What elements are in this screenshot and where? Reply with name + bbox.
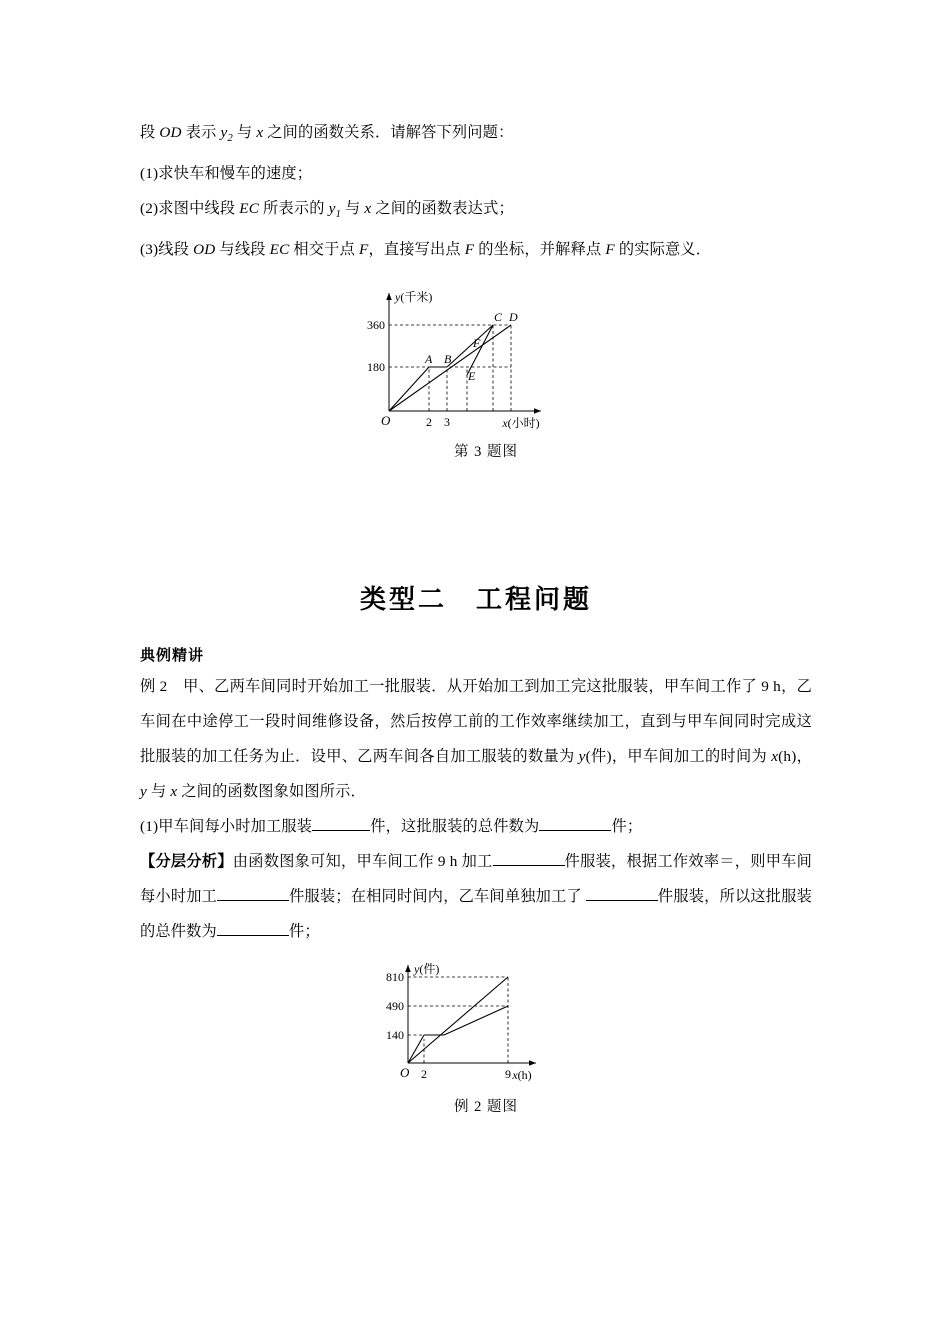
question-item-3: (3)线段 OD 与线段 EC 相交于点 F，直接写出点 F 的坐标，并解释点 F 的实际意义．: [140, 241, 712, 259]
example-2-paragraph: 例 2 甲、乙两车间同时开始加工一批服装．从开始加工到加工完这批服装，甲车间工作了 9 h，乙车间在中途停工一段时间维修设备，然后按停工前的工作效率继续加工，直到与甲车间同时完成这批服装的加工任务为止．设甲、乙两车间各自加工服装的数量为 y(件)，甲车间加工的时间为 x(h)，y 与 x 之间的函数图象如图所示．: [140, 678, 812, 801]
figure-1-svg: [361, 279, 611, 429]
fig1-point-C: C: [494, 310, 503, 325]
fig1-origin-label: O: [381, 413, 391, 429]
fig2-ytick-140: 140: [386, 1028, 404, 1043]
fig2-xtick-9: 9: [505, 1067, 511, 1082]
fig2-ytick-810: 810: [386, 970, 404, 985]
fig1-point-A: A: [425, 352, 433, 367]
fig1-point-D: D: [509, 310, 518, 325]
figure-2-caption: 例 2 题图: [454, 1099, 518, 1116]
question-item-2: (2)求图中线段 EC 所表示的 $y_1$ 与 x 之间的函数表达式；: [140, 200, 514, 221]
fig1-point-B: B: [444, 352, 452, 367]
fig1-xtick-3: 3: [444, 415, 450, 430]
answer-blank[interactable]: [312, 817, 370, 831]
answer-blank[interactable]: [586, 887, 658, 901]
fig1-ytick-180: 180: [367, 360, 385, 375]
answer-blank[interactable]: [539, 817, 611, 831]
page-content: [140, 115, 813, 1116]
answer-blank[interactable]: [217, 887, 289, 901]
figure-2-svg: [356, 959, 616, 1084]
figure-1-caption: 第 3 题图: [454, 444, 518, 461]
fig2-origin-label: O: [400, 1065, 410, 1081]
figure-1: [361, 279, 611, 461]
fig1-ytick-360: 360: [367, 318, 385, 333]
fig2-ylabel: y(件): [414, 962, 440, 977]
answer-blank[interactable]: [493, 852, 565, 866]
fig1-point-F: F: [473, 336, 481, 351]
figure-2: [356, 959, 616, 1116]
fig2-xlabel: x(h): [512, 1068, 532, 1083]
fig1-xlabel: x(小时): [502, 416, 540, 430]
example-2-question-1: (1)甲车间每小时加工服装 件，这批服装的总件数为 件；: [140, 818, 643, 836]
subheading-typical-examples: 典例精讲: [140, 647, 205, 665]
question-item-1: (1)求快车和慢车的速度；: [140, 165, 313, 183]
answer-blank[interactable]: [217, 922, 289, 936]
fig2-ytick-490: 490: [386, 999, 404, 1014]
fig2-xtick-2: 2: [421, 1067, 427, 1082]
example-2-analysis: 【分层分析】由函数图象可知，甲车间工作 9 h 加工 件服装，根据工作效率＝，则甲车间每小时加工 件服装；在相同时间内，乙车间单独加工了 件服装，所以这批服装的总件数为 件；: [140, 853, 813, 941]
question-line-continuation: 段 OD 表示 $y_2$ 与 x 之间的函数关系．请解答下列问题：: [140, 124, 514, 145]
example-label: 例 2: [140, 678, 168, 696]
section-title: 类型二 工程问题: [359, 584, 592, 615]
fig1-point-E: E: [468, 369, 476, 384]
fig1-xtick-2: 2: [426, 415, 432, 430]
fig1-ylabel: y(千米): [395, 290, 433, 305]
